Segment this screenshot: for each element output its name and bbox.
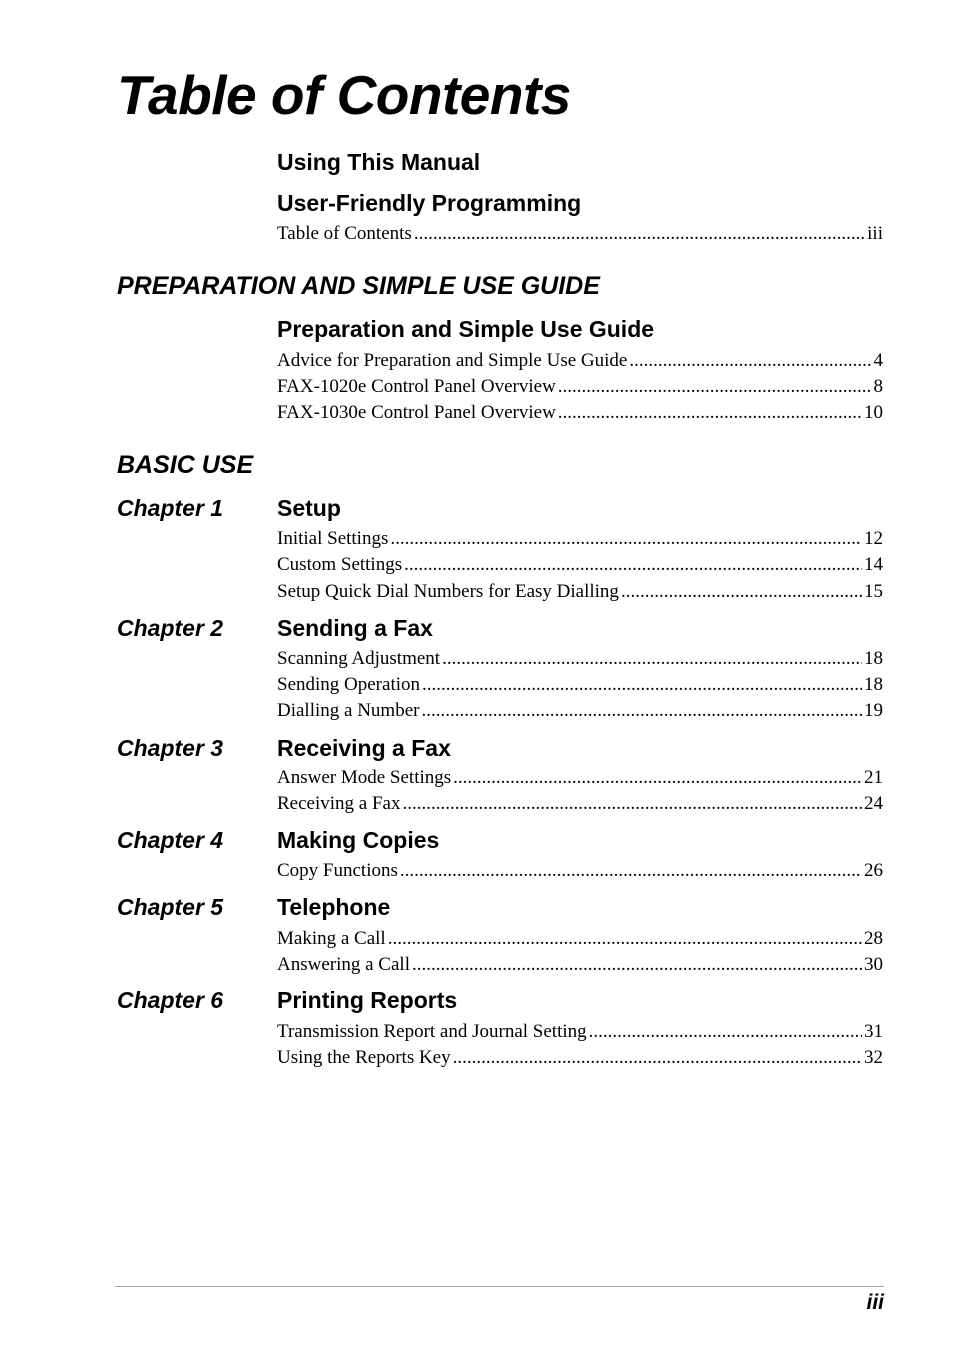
chapter-label: Chapter 5: [117, 894, 224, 920]
leader-dots: [453, 1046, 862, 1070]
toc-entry-page: 30: [864, 954, 883, 975]
chapter-label: Chapter 2: [117, 615, 224, 641]
toc-entry-page: 18: [864, 648, 883, 669]
toc-entry-text: FAX-1030e Control Panel Overview: [277, 402, 556, 423]
toc-entry[interactable]: [277, 349, 883, 373]
leader-dots: [558, 375, 872, 399]
section-heading-using-manual[interactable]: Using This Manual: [277, 149, 481, 175]
chapter-label: Chapter 4: [117, 827, 224, 853]
toc-entry[interactable]: [277, 673, 883, 697]
chapter-title[interactable]: Telephone: [277, 894, 391, 920]
leader-dots: [388, 927, 862, 951]
chapter-label: Chapter 1: [117, 495, 224, 521]
chapter-title[interactable]: Sending a Fax: [277, 615, 433, 641]
toc-entry[interactable]: [277, 766, 883, 790]
page-number: iii: [866, 1291, 884, 1314]
toc-entry-text: Answering a Call: [277, 954, 410, 975]
part-heading-basic-use: BASIC USE: [117, 451, 254, 479]
toc-entry-text: Using the Reports Key: [277, 1047, 451, 1068]
toc-entry-text: Making a Call: [277, 928, 386, 949]
leader-dots: [558, 401, 862, 425]
toc-entry[interactable]: [277, 792, 883, 816]
toc-entry[interactable]: [277, 699, 883, 723]
toc-entry-page: 15: [864, 581, 883, 602]
leader-dots: [589, 1020, 862, 1044]
chapter-title[interactable]: Printing Reports: [277, 987, 458, 1013]
chapter-label: Chapter 3: [117, 735, 224, 761]
toc-entry[interactable]: [277, 927, 883, 951]
section-heading-preparation[interactable]: Preparation and Simple Use Guide: [277, 316, 655, 342]
leader-dots: [629, 349, 871, 373]
toc-entry-text: Setup Quick Dial Numbers for Easy Dialling: [277, 581, 619, 602]
toc-entry[interactable]: [277, 222, 883, 246]
toc-entry[interactable]: [277, 1046, 883, 1070]
toc-entry-text: Receiving a Fax: [277, 793, 401, 814]
toc-entry-text: Sending Operation: [277, 674, 421, 695]
toc-entry[interactable]: [277, 553, 883, 577]
toc-entry-text: Copy Functions: [277, 860, 398, 881]
toc-entry[interactable]: [277, 580, 883, 604]
chapter-title[interactable]: Setup: [277, 495, 341, 521]
toc-entry-page: 10: [864, 402, 883, 423]
toc-entry[interactable]: [277, 401, 883, 425]
toc-entry-text: Table of Contents: [277, 223, 412, 244]
toc-entry-text: Dialling a Number: [277, 700, 420, 721]
toc-entry-page: 12: [864, 528, 883, 549]
toc-entry[interactable]: [277, 375, 883, 399]
toc-entry-page: iii: [867, 223, 883, 244]
part-heading-preparation: PREPARATION AND SIMPLE USE GUIDE: [117, 272, 600, 300]
leader-dots: [453, 766, 862, 790]
toc-entry-page: 8: [873, 376, 883, 397]
page-title: Table of Contents: [117, 64, 571, 126]
toc-entry-text: Initial Settings: [277, 528, 389, 549]
leader-dots: [422, 673, 862, 697]
toc-entry-page: 24: [864, 793, 883, 814]
toc-entry[interactable]: [277, 647, 883, 671]
chapter-title[interactable]: Receiving a Fax: [277, 735, 451, 761]
toc-entry-page: 4: [873, 350, 883, 371]
leader-dots: [404, 553, 862, 577]
leader-dots: [414, 222, 865, 246]
toc-entry[interactable]: [277, 953, 883, 977]
leader-dots: [442, 647, 862, 671]
toc-entry-page: 26: [864, 860, 883, 881]
leader-dots: [402, 792, 862, 816]
toc-entry-page: 14: [864, 554, 883, 575]
leader-dots: [400, 859, 862, 883]
toc-entry-page: 32: [864, 1047, 883, 1068]
chapter-title[interactable]: Making Copies: [277, 827, 440, 853]
toc-entry-text: Scanning Adjustment: [277, 648, 441, 669]
leader-dots: [621, 580, 862, 604]
toc-entry-page: 19: [864, 700, 883, 721]
chapter-label: Chapter 6: [117, 987, 224, 1013]
toc-entry[interactable]: [277, 527, 883, 551]
footer-divider: [115, 1286, 884, 1287]
toc-entry[interactable]: [277, 859, 883, 883]
toc-entry-page: 28: [864, 928, 883, 949]
toc-entry-page: 18: [864, 674, 883, 695]
toc-entry[interactable]: [277, 1020, 883, 1044]
toc-entry-text: Advice for Preparation and Simple Use Guide: [277, 350, 628, 371]
leader-dots: [412, 953, 862, 977]
leader-dots: [421, 699, 862, 723]
toc-entry-text: Transmission Report and Journal Setting: [277, 1021, 587, 1042]
toc-entry-text: Answer Mode Settings: [277, 767, 452, 788]
toc-entry-text: FAX-1020e Control Panel Overview: [277, 376, 556, 397]
toc-entry-page: 31: [864, 1021, 883, 1042]
leader-dots: [390, 527, 862, 551]
toc-entry-text: Custom Settings: [277, 554, 403, 575]
toc-entry-page: 21: [864, 767, 883, 788]
section-heading-user-friendly[interactable]: User-Friendly Programming: [277, 190, 582, 216]
